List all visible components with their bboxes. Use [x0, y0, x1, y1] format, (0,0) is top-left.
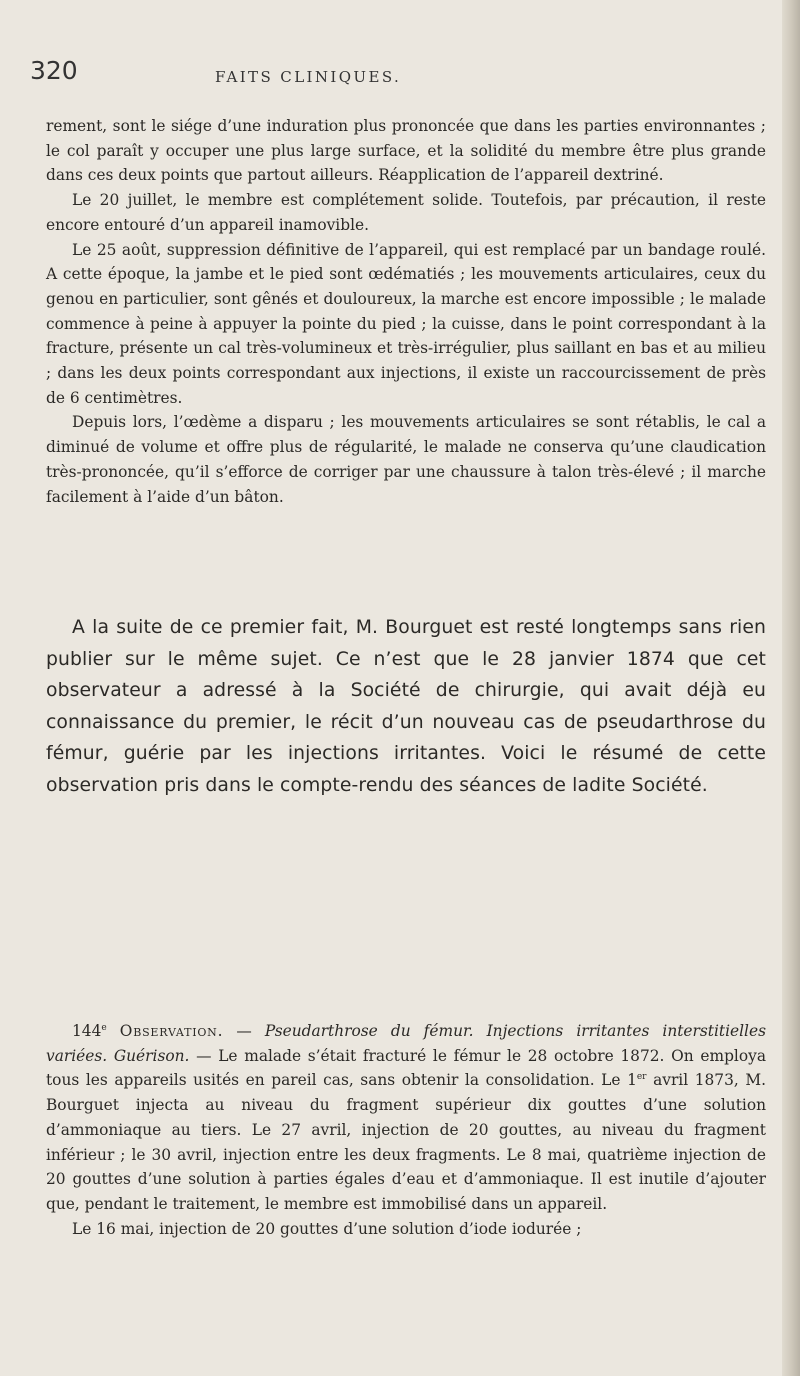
paragraph-20-juillet: Le 20 juillet, le membre est complétement solide. Toutefois, par précaution, il reste encore entouré d’un appareil inamovible.	[46, 191, 766, 234]
observation-144	[46, 1019, 766, 1241]
observation-paragraph	[46, 1019, 766, 1217]
page-edge-shadow	[782, 0, 800, 1376]
observation-title: Pseudarthrose du fémur. Injections irritantes interstitielles variées. Guérison.	[46, 1022, 766, 1065]
paragraph-continuation: rement, sont le siége d’une induration plus prononcée que dans les parties environnantes ; le col paraît y occuper une plus large surface, et la solidité du membre être plus grande dans ces deux points que partout ailleurs. Réapplication de l’appareil dextriné.	[46, 117, 766, 185]
paragraph-depuis-lors: Depuis lors, l’œdème a disparu ; les mouvements articulaires se sont rétablis, le cal a diminué de volume et offre plus de régularité, le malade ne conserva qu’une claudication très-prononcée, qu’il s’efforce de corriger par une chaussure à talon très-élevé ; il marche facilement à l’aide d’un bâton.	[46, 413, 766, 506]
observation-text-b: avril 1873, M. Bourguet injecta au niveau du fragment supérieur dix gouttes d’une solution d’ammoniaque au tiers. Le 27 avril, injection de 20 gouttes, au niveau du fragment inférieur ; le 30 avril, injection entre les deux fragments. Le 8 mai, quatrième injection de 20 gouttes d’une solution à parties égales d’eau et d’ammoniaque. Il est inutile d’ajouter que, pendant le traitement, le membre est immobilisé dans un appareil.	[46, 1071, 766, 1213]
observation-text-a: — Le malade s’était fracturé le fémur le 28 octobre 1872. On employa tous les appareils usités en pareil cas, sans obtenir la consolidation. Le 1	[46, 1046, 766, 1090]
paragraph-commentary: A la suite de ce premier fait, M. Bourguet est resté longtemps sans rien publier sur le même sujet. Ce n’est que le 28 janvier 1874 que cet observateur a adressé à la Société de chirurgie, qui avait déjà eu connaissance du premier, le récit d’un nouveau cas de pseudarthrose du fémur, guérie par les injections irritantes. Voici le résumé de cette observation pris dans le compte-rendu des séances de ladite Société.	[46, 617, 766, 796]
ordinal-superscript: er	[636, 1072, 647, 1083]
paragraph-16-mai: Le 16 mai, injection de 20 gouttes d’une solution d’iode iodurée ;	[72, 1219, 582, 1238]
page-header	[0, 56, 800, 100]
paragraph-25-aout: Le 25 août, suppression définitive de l’appareil, qui est remplacé par un bandage roulé. A cette époque, la jambe et le pied sont œdématiés ; les mouvements articulaires, ceux du genou en particulier, sont gênés et douloureux, la marche est encore impossible ; le malade commence à peine à appuyer la pointe du pied ; la cuisse, dans le point correspondant à la fracture, présente un cal très-volumineux et très-irrégulier, plus saillant en bas et au milieu ; dans les deux points correspondant aux injections, il existe un raccourcissement de près de 6 centimètres.	[46, 240, 766, 407]
observation-number-suffix: e	[101, 1022, 107, 1033]
observation-dash: —	[223, 1022, 265, 1040]
commentary	[46, 612, 766, 802]
page-number: 320	[30, 56, 78, 85]
running-head: FAITS CLINIQUES.	[215, 68, 402, 86]
observation-number: 144	[72, 1022, 102, 1040]
observation-label: Observation.	[119, 1022, 224, 1040]
case-continuation	[46, 114, 766, 509]
